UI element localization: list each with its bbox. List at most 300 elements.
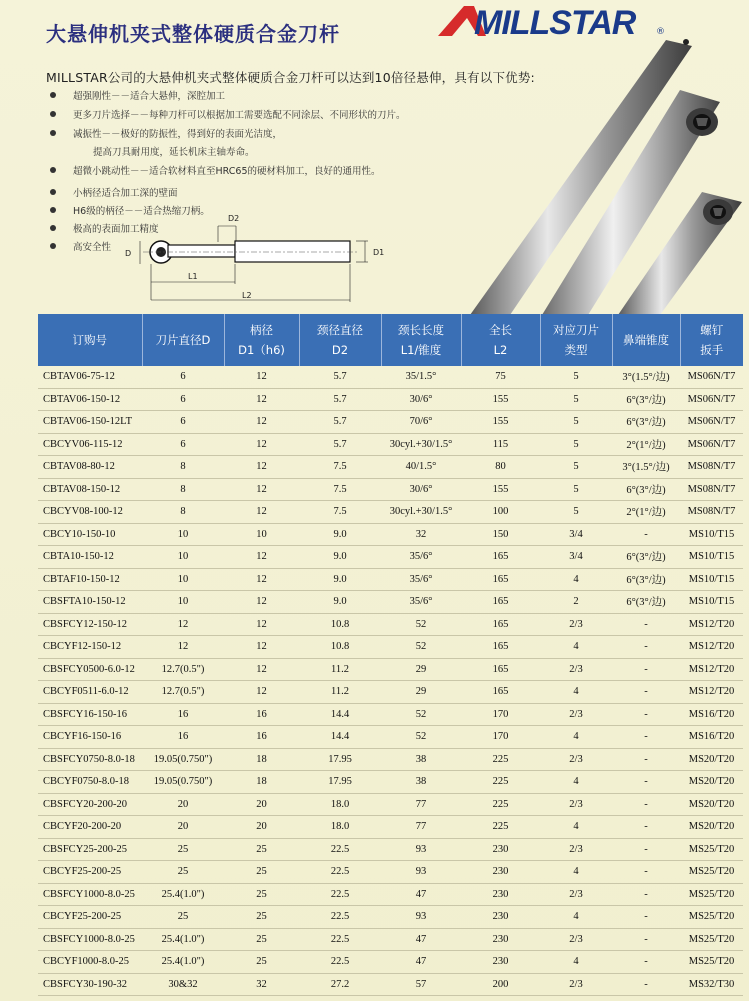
cell-neck-dia: 27.2: [299, 973, 381, 996]
cell-order-no: CBSFCY12-150-12: [38, 613, 142, 636]
spec-table: [38, 314, 743, 996]
cell-shank-dia: 12: [224, 501, 299, 524]
cell-nose-taper: -: [612, 883, 680, 906]
table-row: [38, 793, 743, 816]
cell-insert-type: 5: [540, 366, 612, 388]
cell-nose-taper: -: [612, 613, 680, 636]
cell-insert-type: 4: [540, 906, 612, 929]
cell-overall-length: 165: [461, 658, 540, 681]
table-row: [38, 366, 743, 388]
cell-neck-length: 29: [381, 681, 461, 704]
cell-shank-dia: 25: [224, 883, 299, 906]
table-row: [38, 433, 743, 456]
cell-neck-length: 30/6°: [381, 478, 461, 501]
cell-neck-length: 29: [381, 658, 461, 681]
cell-nose-taper: -: [612, 636, 680, 659]
dim-label-d: D: [125, 249, 132, 258]
table-row: [38, 636, 743, 659]
cell-insert-dia: 25.4(1.0"): [142, 883, 224, 906]
cell-screw-wrench: MS12/T20: [680, 613, 743, 636]
table-row: [38, 568, 743, 591]
cell-shank-dia: 10: [224, 523, 299, 546]
dim-label-l2: L2: [242, 291, 252, 300]
cell-neck-length: 47: [381, 951, 461, 974]
cell-neck-dia: 10.8: [299, 636, 381, 659]
header-neck-dia: 颈径直径 D2: [299, 314, 381, 366]
cell-neck-dia: 5.7: [299, 411, 381, 434]
cell-neck-length: 70/6°: [381, 411, 461, 434]
cell-neck-dia: 18.0: [299, 816, 381, 839]
cell-overall-length: 165: [461, 546, 540, 569]
brand-name: MILLSTAR: [474, 4, 636, 42]
header-insert-dia: 刀片直径D: [142, 314, 224, 366]
cell-nose-taper: -: [612, 793, 680, 816]
table-header-row: [38, 314, 743, 366]
cell-insert-dia: 30&32: [142, 973, 224, 996]
cell-nose-taper: -: [612, 681, 680, 704]
cell-order-no: CBCYV06-115-12: [38, 433, 142, 456]
cell-neck-dia: 9.0: [299, 546, 381, 569]
cell-overall-length: 225: [461, 816, 540, 839]
cell-neck-dia: 22.5: [299, 928, 381, 951]
cell-shank-dia: 25: [224, 861, 299, 884]
cell-shank-dia: 25: [224, 928, 299, 951]
cell-neck-dia: 14.4: [299, 726, 381, 749]
cell-insert-type: 2/3: [540, 613, 612, 636]
feature-item: 极高的表面加工精度: [46, 221, 406, 239]
cell-overall-length: 225: [461, 771, 540, 794]
cell-neck-dia: 9.0: [299, 568, 381, 591]
cell-shank-dia: 12: [224, 366, 299, 388]
cell-shank-dia: 20: [224, 816, 299, 839]
cell-screw-wrench: MS06N/T7: [680, 433, 743, 456]
cell-order-no: CBCYV08-100-12: [38, 501, 142, 524]
feature-item: 超强刚性－－适合大悬伸，深腔加工: [46, 88, 406, 107]
cell-shank-dia: 12: [224, 411, 299, 434]
cell-insert-type: 5: [540, 388, 612, 411]
cell-insert-type: 2/3: [540, 883, 612, 906]
cell-neck-dia: 5.7: [299, 433, 381, 456]
cell-order-no: CBSFCY16-150-16: [38, 703, 142, 726]
table-row: [38, 703, 743, 726]
cell-insert-type: 5: [540, 501, 612, 524]
cell-insert-type: 4: [540, 681, 612, 704]
cell-nose-taper: 2°(1°/边): [612, 433, 680, 456]
bullet-icon: [50, 111, 56, 117]
feature-item: 超微小跳动性－－适合软材料直至HRC65的硬材料加工，良好的通用性。: [46, 163, 406, 185]
header-order-no: 订购号: [38, 314, 142, 366]
header-shank-dia: 柄径 D1（h6): [224, 314, 299, 366]
cell-insert-dia: 10: [142, 591, 224, 614]
cell-insert-dia: 25.4(1.0"): [142, 928, 224, 951]
cell-neck-dia: 10.8: [299, 613, 381, 636]
cell-neck-dia: 22.5: [299, 838, 381, 861]
cell-order-no: CBCY10-150-10: [38, 523, 142, 546]
cell-neck-length: 30cyl.+30/1.5°: [381, 433, 461, 456]
bullet-icon: [50, 92, 56, 98]
cell-order-no: CBCYF25-200-25: [38, 906, 142, 929]
header-nose-taper: 鼻端锥度: [612, 314, 680, 366]
bullet-icon: [50, 189, 56, 195]
cell-insert-dia: 10: [142, 568, 224, 591]
cell-insert-dia: 6: [142, 411, 224, 434]
cell-overall-length: 230: [461, 951, 540, 974]
table-row: [38, 816, 743, 839]
table-row: [38, 478, 743, 501]
cell-neck-length: 47: [381, 928, 461, 951]
cell-insert-type: 2/3: [540, 793, 612, 816]
tool-diagram: [118, 212, 398, 312]
table-row: [38, 771, 743, 794]
cell-shank-dia: 12: [224, 478, 299, 501]
cell-insert-type: 5: [540, 411, 612, 434]
cell-insert-type: 2/3: [540, 928, 612, 951]
cell-insert-type: 4: [540, 816, 612, 839]
cell-neck-dia: 17.95: [299, 771, 381, 794]
cell-screw-wrench: MS25/T20: [680, 906, 743, 929]
cell-neck-dia: 5.7: [299, 388, 381, 411]
cell-overall-length: 230: [461, 883, 540, 906]
cell-shank-dia: 12: [224, 568, 299, 591]
cell-neck-length: 93: [381, 861, 461, 884]
cell-order-no: CBSFCY20-200-20: [38, 793, 142, 816]
cell-order-no: CBCYF20-200-20: [38, 816, 142, 839]
registered-mark: ®: [656, 27, 665, 37]
cell-nose-taper: -: [612, 658, 680, 681]
dim-label-d1: D1: [373, 248, 385, 257]
cell-order-no: CBSFCY1000-8.0-25: [38, 928, 142, 951]
cell-nose-taper: -: [612, 726, 680, 749]
feature-item: 高安全性: [46, 239, 406, 257]
cell-overall-length: 225: [461, 793, 540, 816]
cell-insert-dia: 19.05(0.750"): [142, 771, 224, 794]
header-insert-type: 对应刀片 类型: [540, 314, 612, 366]
cell-neck-dia: 9.0: [299, 591, 381, 614]
cell-shank-dia: 12: [224, 546, 299, 569]
intro-text: MILLSTAR公司的大悬伸机夹式整体硬质合金刀杆可以达到10倍径悬伸，具有以下优势:: [46, 70, 535, 85]
cell-nose-taper: 3°(1.5°/边): [612, 456, 680, 479]
cell-nose-taper: 6°(3°/边): [612, 568, 680, 591]
cell-neck-length: 38: [381, 771, 461, 794]
cell-insert-type: 2/3: [540, 703, 612, 726]
feature-item-continued: 提高刀具耐用度，延长机床主轴寿命。: [93, 147, 255, 158]
feature-item: 减振性－－极好的防振性，得到好的表面光洁度，: [46, 126, 406, 144]
table-row: [38, 951, 743, 974]
cell-neck-dia: 22.5: [299, 883, 381, 906]
cell-shank-dia: 25: [224, 951, 299, 974]
cell-neck-dia: 22.5: [299, 906, 381, 929]
cell-overall-length: 230: [461, 838, 540, 861]
cell-insert-type: 2/3: [540, 838, 612, 861]
cell-insert-dia: 8: [142, 456, 224, 479]
cell-neck-length: 52: [381, 636, 461, 659]
table-row: [38, 523, 743, 546]
cell-neck-length: 32: [381, 523, 461, 546]
cell-screw-wrench: MS25/T20: [680, 883, 743, 906]
cell-neck-dia: 18.0: [299, 793, 381, 816]
cell-insert-dia: 8: [142, 501, 224, 524]
cell-insert-dia: 20: [142, 816, 224, 839]
cell-neck-length: 40/1.5°: [381, 456, 461, 479]
cell-screw-wrench: MS06N/T7: [680, 366, 743, 388]
cell-overall-length: 225: [461, 748, 540, 771]
cell-shank-dia: 12: [224, 591, 299, 614]
header-overall-length: 全长 L2: [461, 314, 540, 366]
cell-shank-dia: 16: [224, 703, 299, 726]
cell-nose-taper: -: [612, 906, 680, 929]
table-row: [38, 861, 743, 884]
cell-nose-taper: 6°(3°/边): [612, 411, 680, 434]
cell-order-no: CBTAV08-150-12: [38, 478, 142, 501]
cell-neck-dia: 22.5: [299, 861, 381, 884]
cell-overall-length: 165: [461, 636, 540, 659]
cell-nose-taper: -: [612, 928, 680, 951]
cell-screw-wrench: MS20/T20: [680, 816, 743, 839]
cell-neck-dia: 17.95: [299, 748, 381, 771]
cell-screw-wrench: MS25/T20: [680, 951, 743, 974]
feature-item: H6级的柄径－－适合热缩刀柄。: [46, 203, 406, 221]
cell-overall-length: 115: [461, 433, 540, 456]
cell-shank-dia: 12: [224, 636, 299, 659]
cell-insert-dia: 6: [142, 366, 224, 388]
cell-order-no: CBSFCY0750-8.0-18: [38, 748, 142, 771]
cell-nose-taper: -: [612, 771, 680, 794]
cell-insert-type: 2/3: [540, 973, 612, 996]
cell-insert-type: 4: [540, 726, 612, 749]
cell-shank-dia: 12: [224, 613, 299, 636]
cell-neck-dia: 7.5: [299, 501, 381, 524]
cell-insert-dia: 10: [142, 523, 224, 546]
cell-shank-dia: 25: [224, 906, 299, 929]
cell-shank-dia: 12: [224, 433, 299, 456]
cell-neck-length: 77: [381, 816, 461, 839]
cell-neck-dia: 11.2: [299, 681, 381, 704]
cell-order-no: CBTAF10-150-12: [38, 568, 142, 591]
cell-nose-taper: -: [612, 973, 680, 996]
table-row: [38, 726, 743, 749]
cell-neck-dia: 22.5: [299, 951, 381, 974]
table-row: [38, 838, 743, 861]
cell-nose-taper: 2°(1°/边): [612, 501, 680, 524]
cell-neck-length: 77: [381, 793, 461, 816]
cell-neck-length: 93: [381, 906, 461, 929]
cell-neck-dia: 7.5: [299, 478, 381, 501]
cell-screw-wrench: MS16/T20: [680, 726, 743, 749]
cell-order-no: CBTAV06-150-12: [38, 388, 142, 411]
cell-insert-dia: 12.7(0.5"): [142, 658, 224, 681]
table-row: [38, 411, 743, 434]
cell-insert-type: 2: [540, 591, 612, 614]
header-screw-wrench: 螺钉 扳手: [680, 314, 743, 366]
cell-overall-length: 170: [461, 726, 540, 749]
cell-nose-taper: 6°(3°/边): [612, 591, 680, 614]
dim-label-l1: L1: [188, 272, 198, 281]
cell-screw-wrench: MS12/T20: [680, 636, 743, 659]
table-row: [38, 748, 743, 771]
cell-order-no: CBTAV06-75-12: [38, 366, 142, 388]
cell-shank-dia: 12: [224, 456, 299, 479]
table-row: [38, 613, 743, 636]
bullet-icon: [50, 130, 56, 136]
cell-order-no: CBSFCY0500-6.0-12: [38, 658, 142, 681]
cell-neck-length: 52: [381, 703, 461, 726]
cell-nose-taper: -: [612, 748, 680, 771]
table-row: [38, 681, 743, 704]
feature-item: 小柄径适合加工深的壁面: [46, 185, 406, 203]
cell-insert-dia: 6: [142, 433, 224, 456]
cell-neck-dia: 14.4: [299, 703, 381, 726]
cell-screw-wrench: MS06N/T7: [680, 411, 743, 434]
cell-screw-wrench: MS10/T15: [680, 523, 743, 546]
cell-overall-length: 230: [461, 906, 540, 929]
table-row: [38, 883, 743, 906]
cell-insert-type: 4: [540, 636, 612, 659]
cell-insert-type: 4: [540, 771, 612, 794]
cell-neck-length: 52: [381, 726, 461, 749]
cell-nose-taper: 6°(3°/边): [612, 388, 680, 411]
cell-screw-wrench: MS08N/T7: [680, 478, 743, 501]
cell-order-no: CBTAV06-150-12LT: [38, 411, 142, 434]
cell-screw-wrench: MS20/T20: [680, 748, 743, 771]
cell-overall-length: 230: [461, 861, 540, 884]
cell-order-no: CBSFCY1000-8.0-25: [38, 883, 142, 906]
cell-insert-dia: 19.05(0.750"): [142, 748, 224, 771]
cell-screw-wrench: MS20/T20: [680, 793, 743, 816]
cell-overall-length: 150: [461, 523, 540, 546]
cell-neck-dia: 5.7: [299, 366, 381, 388]
cell-nose-taper: -: [612, 861, 680, 884]
cell-neck-length: 57: [381, 973, 461, 996]
cell-order-no: CBTA10-150-12: [38, 546, 142, 569]
cell-nose-taper: -: [612, 951, 680, 974]
cell-screw-wrench: MS25/T20: [680, 928, 743, 951]
cell-insert-dia: 16: [142, 703, 224, 726]
table-row: [38, 928, 743, 951]
page-title: 大悬伸机夹式整体硬质合金刀杆: [46, 22, 340, 46]
cell-insert-type: 3/4: [540, 546, 612, 569]
cell-overall-length: 230: [461, 928, 540, 951]
cell-neck-length: 47: [381, 883, 461, 906]
cell-order-no: CBCYF25-200-25: [38, 861, 142, 884]
cell-nose-taper: -: [612, 816, 680, 839]
cell-shank-dia: 20: [224, 793, 299, 816]
cell-overall-length: 75: [461, 366, 540, 388]
cell-insert-type: 2/3: [540, 748, 612, 771]
cell-insert-dia: 6: [142, 388, 224, 411]
cell-neck-length: 30/6°: [381, 388, 461, 411]
table-row: [38, 501, 743, 524]
cell-neck-dia: 7.5: [299, 456, 381, 479]
cell-order-no: CBCYF0750-8.0-18: [38, 771, 142, 794]
cell-overall-length: 200: [461, 973, 540, 996]
cell-insert-dia: 25: [142, 861, 224, 884]
cell-insert-type: 5: [540, 478, 612, 501]
cell-neck-length: 38: [381, 748, 461, 771]
cell-insert-dia: 20: [142, 793, 224, 816]
cell-screw-wrench: MS12/T20: [680, 658, 743, 681]
cell-insert-dia: 25.4(1.0"): [142, 951, 224, 974]
cell-insert-dia: 10: [142, 546, 224, 569]
cell-neck-dia: 9.0: [299, 523, 381, 546]
cell-overall-length: 155: [461, 478, 540, 501]
cell-neck-length: 35/6°: [381, 591, 461, 614]
cell-screw-wrench: MS16/T20: [680, 703, 743, 726]
cell-screw-wrench: MS32/T30: [680, 973, 743, 996]
cell-overall-length: 155: [461, 411, 540, 434]
cell-insert-dia: 12: [142, 613, 224, 636]
cell-order-no: CBSFTA10-150-12: [38, 591, 142, 614]
cell-order-no: CBCYF12-150-12: [38, 636, 142, 659]
cell-screw-wrench: MS25/T20: [680, 838, 743, 861]
table-row: [38, 388, 743, 411]
cell-insert-dia: 12: [142, 636, 224, 659]
cell-shank-dia: 12: [224, 681, 299, 704]
cell-nose-taper: -: [612, 838, 680, 861]
cell-screw-wrench: MS08N/T7: [680, 456, 743, 479]
cell-neck-length: 93: [381, 838, 461, 861]
cell-insert-dia: 16: [142, 726, 224, 749]
cell-order-no: CBCYF0511-6.0-12: [38, 681, 142, 704]
cell-nose-taper: 6°(3°/边): [612, 546, 680, 569]
bullet-icon: [50, 167, 56, 173]
bullet-icon: [50, 207, 56, 213]
feature-item: 更多刀片选择－－每种刀杆可以根据加工需要选配不同涂层、不同形状的刀片。: [46, 107, 406, 126]
dim-label-d2: D2: [228, 214, 240, 223]
cell-shank-dia: 12: [224, 388, 299, 411]
cell-screw-wrench: MS08N/T7: [680, 501, 743, 524]
cell-insert-type: 4: [540, 861, 612, 884]
cell-overall-length: 100: [461, 501, 540, 524]
cell-nose-taper: 3°(1.5°/边): [612, 366, 680, 388]
cell-shank-dia: 12: [224, 658, 299, 681]
cell-nose-taper: -: [612, 703, 680, 726]
cell-screw-wrench: MS20/T20: [680, 771, 743, 794]
cell-order-no: CBSFCY30-190-32: [38, 973, 142, 996]
cell-shank-dia: 25: [224, 838, 299, 861]
cell-order-no: CBTAV08-80-12: [38, 456, 142, 479]
cell-screw-wrench: MS10/T15: [680, 591, 743, 614]
cell-overall-length: 155: [461, 388, 540, 411]
table-row: [38, 973, 743, 996]
cell-insert-dia: 25: [142, 906, 224, 929]
cell-shank-dia: 18: [224, 748, 299, 771]
cell-shank-dia: 16: [224, 726, 299, 749]
cell-order-no: CBCYF16-150-16: [38, 726, 142, 749]
cell-screw-wrench: MS12/T20: [680, 681, 743, 704]
cell-order-no: CBCYF1000-8.0-25: [38, 951, 142, 974]
cell-screw-wrench: MS10/T15: [680, 546, 743, 569]
cell-neck-length: 35/6°: [381, 568, 461, 591]
cell-nose-taper: -: [612, 523, 680, 546]
cell-insert-type: 4: [540, 951, 612, 974]
cell-nose-taper: 6°(3°/边): [612, 478, 680, 501]
cell-neck-length: 30cyl.+30/1.5°: [381, 501, 461, 524]
cell-insert-type: 5: [540, 456, 612, 479]
cell-overall-length: 165: [461, 613, 540, 636]
header-neck-length: 颈长长度 L1/锥度: [381, 314, 461, 366]
cell-insert-dia: 8: [142, 478, 224, 501]
cell-overall-length: 80: [461, 456, 540, 479]
cell-overall-length: 165: [461, 681, 540, 704]
cell-insert-type: 4: [540, 568, 612, 591]
table-row: [38, 906, 743, 929]
cell-overall-length: 170: [461, 703, 540, 726]
cell-neck-length: 52: [381, 613, 461, 636]
cell-insert-dia: 12.7(0.5"): [142, 681, 224, 704]
table-body: [38, 366, 743, 996]
table-row: [38, 591, 743, 614]
cell-screw-wrench: MS25/T20: [680, 861, 743, 884]
